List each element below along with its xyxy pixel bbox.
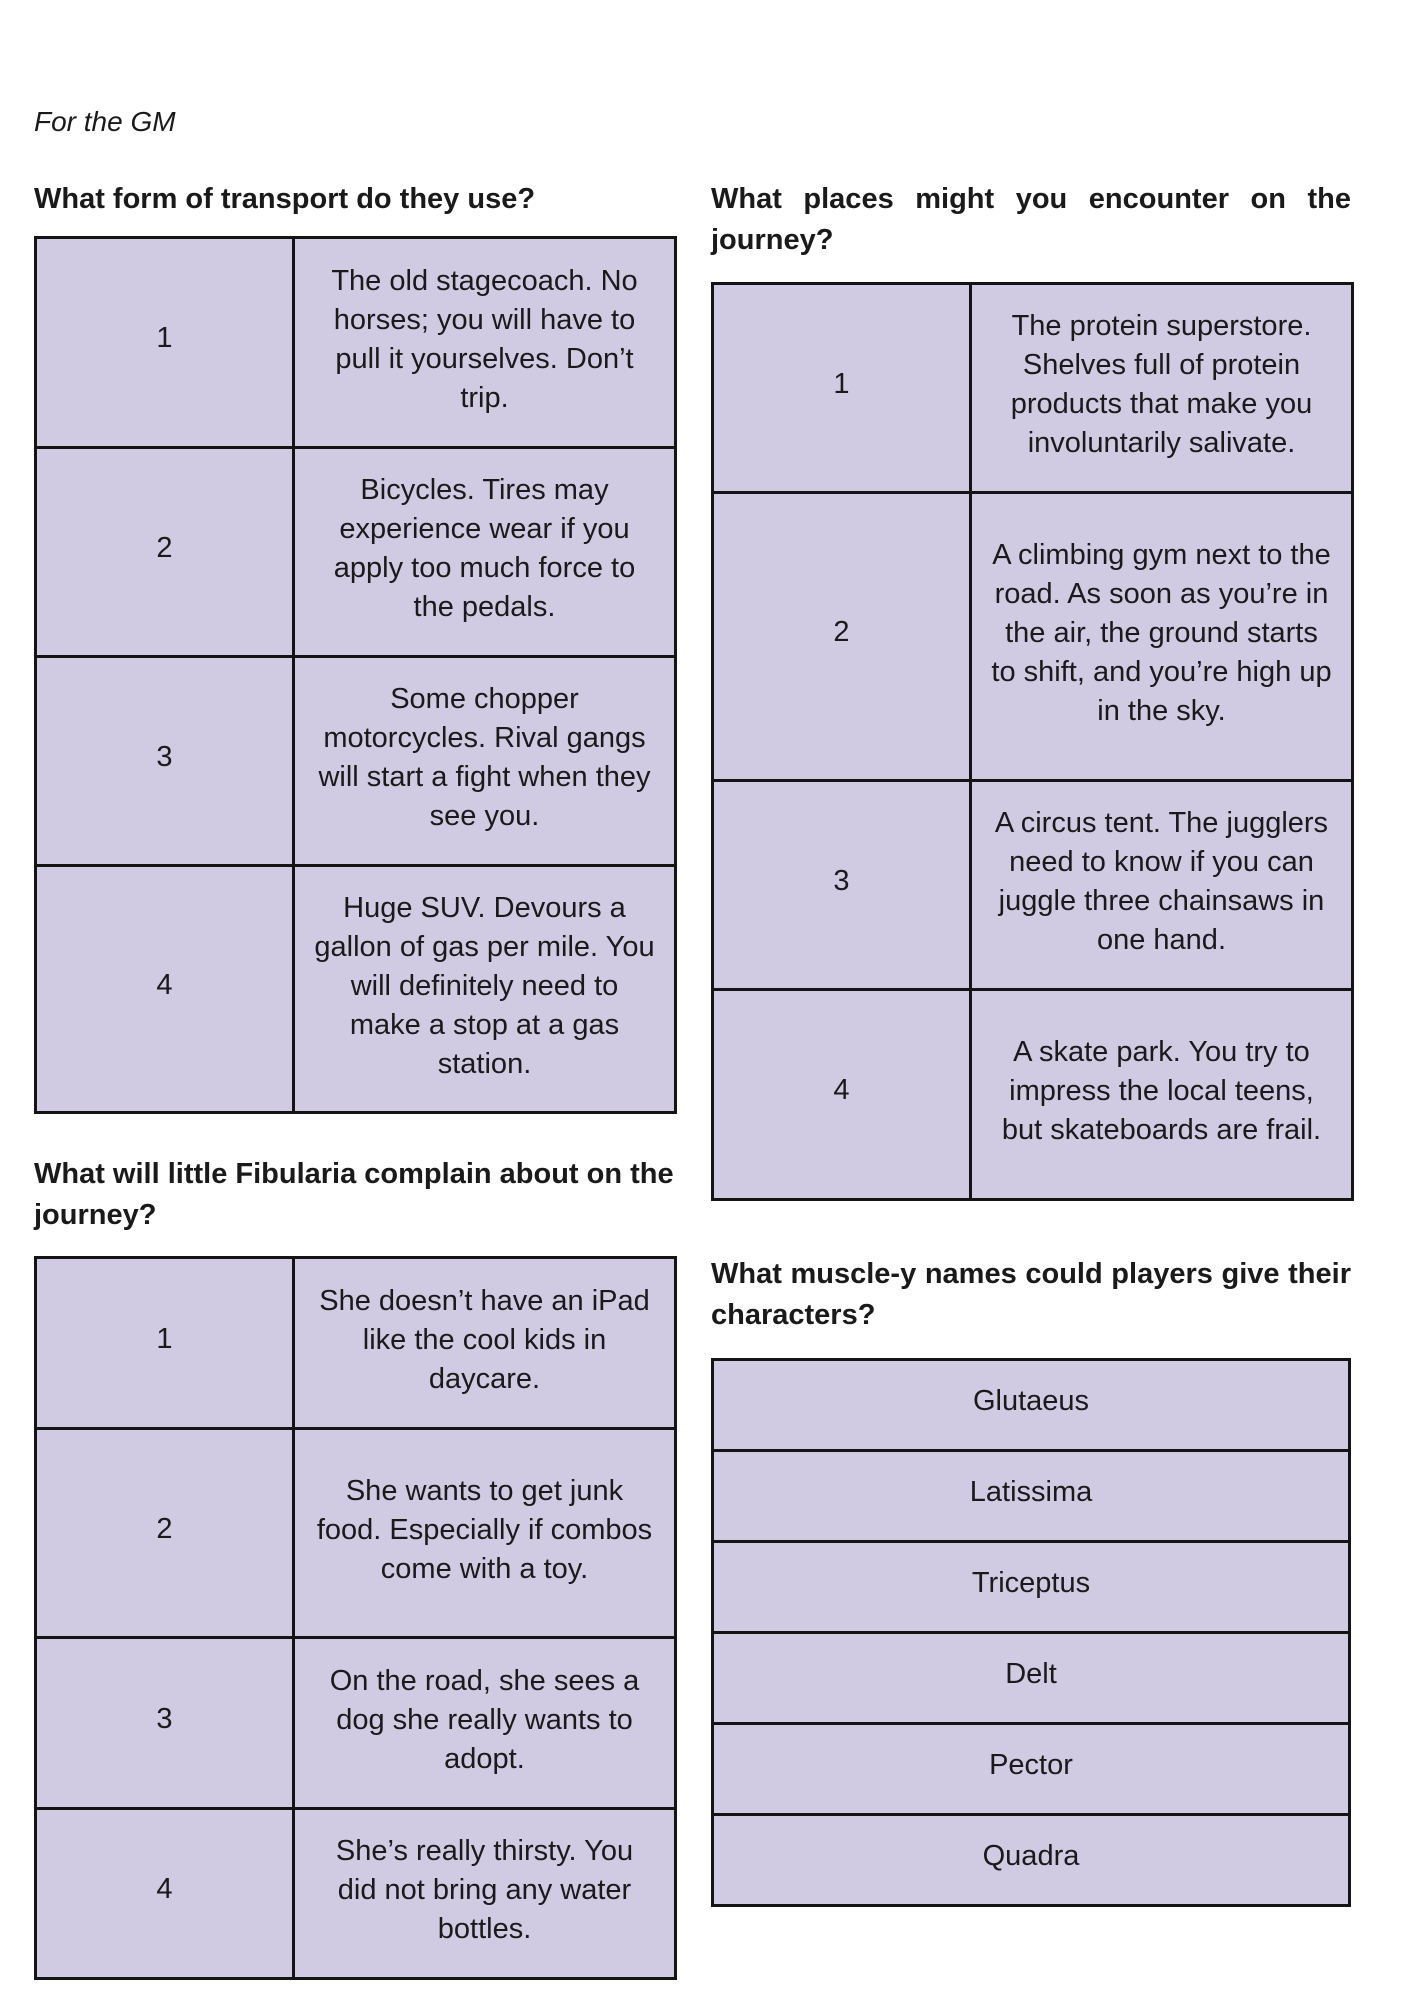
table-row xyxy=(713,1451,1350,1542)
table-row xyxy=(36,657,676,866)
roll-result: A circus tent. The jugglers need to know if you can juggle three chainsaws in one hand. xyxy=(971,781,1353,990)
complaints-heading: What will little Fibularia complain about on the journey? xyxy=(34,1158,674,1231)
roll-result: A climbing gym next to the road. As soon as you’re in the air, the ground starts to shift, and you’re high up in the sky. xyxy=(971,493,1353,781)
table-row xyxy=(713,990,1353,1200)
places-table xyxy=(711,282,1354,1201)
page-label: For the GM xyxy=(34,106,176,137)
roll-number: 3 xyxy=(36,657,294,866)
complaints-table xyxy=(34,1256,677,1980)
places-heading: What places might you encounter on the journey? xyxy=(711,183,1351,256)
table-row xyxy=(36,238,676,448)
table-row xyxy=(713,1724,1350,1815)
table-row xyxy=(713,1815,1350,1906)
table-row xyxy=(36,1809,676,1979)
roll-number: 4 xyxy=(713,990,971,1200)
roll-result: Some chopper motorcycles. Rival gangs will start a fight when they see you. xyxy=(294,657,676,866)
roll-result: Bicycles. Tires may experience wear if you apply too much force to the pedals. xyxy=(294,448,676,657)
roll-result: She’s really thirsty. You did not bring any water bottles. xyxy=(294,1809,676,1979)
transport-heading: What form of transport do they use? xyxy=(34,183,536,215)
roll-result: The protein superstore. Shelves full of protein products that make you involuntarily salivate. xyxy=(971,284,1353,493)
roll-result: The old stagecoach. No horses; you will have to pull it yourselves. Don’t trip. xyxy=(294,238,676,448)
roll-result: A skate park. You try to impress the local teens, but skateboards are frail. xyxy=(971,990,1353,1200)
roll-number: 4 xyxy=(36,866,294,1113)
names-table xyxy=(711,1358,1351,1907)
name-cell: Latissima xyxy=(713,1451,1350,1542)
roll-result: Huge SUV. Devours a gallon of gas per mile. You will definitely need to make a stop at a gas station. xyxy=(294,866,676,1113)
roll-number: 1 xyxy=(36,238,294,448)
name-cell: Delt xyxy=(713,1633,1350,1724)
table-row xyxy=(713,1542,1350,1633)
table-row xyxy=(36,1638,676,1809)
table-row xyxy=(713,1633,1350,1724)
roll-result: She doesn’t have an iPad like the cool kids in daycare. xyxy=(294,1258,676,1429)
table-row xyxy=(713,493,1353,781)
name-cell: Pector xyxy=(713,1724,1350,1815)
table-row xyxy=(36,866,676,1113)
roll-number: 1 xyxy=(36,1258,294,1429)
table-row xyxy=(713,284,1353,493)
roll-result: On the road, she sees a dog she really wants to adopt. xyxy=(294,1638,676,1809)
name-cell: Quadra xyxy=(713,1815,1350,1906)
roll-number: 2 xyxy=(36,1429,294,1638)
name-cell: Triceptus xyxy=(713,1542,1350,1633)
roll-number: 3 xyxy=(36,1638,294,1809)
name-cell: Glutaeus xyxy=(713,1360,1350,1451)
table-row xyxy=(36,1258,676,1429)
table-row xyxy=(36,448,676,657)
names-heading: What muscle-y names could players give their characters? xyxy=(711,1258,1351,1331)
roll-number: 2 xyxy=(713,493,971,781)
table-row xyxy=(36,1429,676,1638)
table-row xyxy=(713,781,1353,990)
roll-result: She wants to get junk food. Especially if combos come with a toy. xyxy=(294,1429,676,1638)
table-row xyxy=(713,1360,1350,1451)
roll-number: 3 xyxy=(713,781,971,990)
roll-number: 1 xyxy=(713,284,971,493)
roll-number: 2 xyxy=(36,448,294,657)
transport-table xyxy=(34,236,677,1114)
roll-number: 4 xyxy=(36,1809,294,1979)
